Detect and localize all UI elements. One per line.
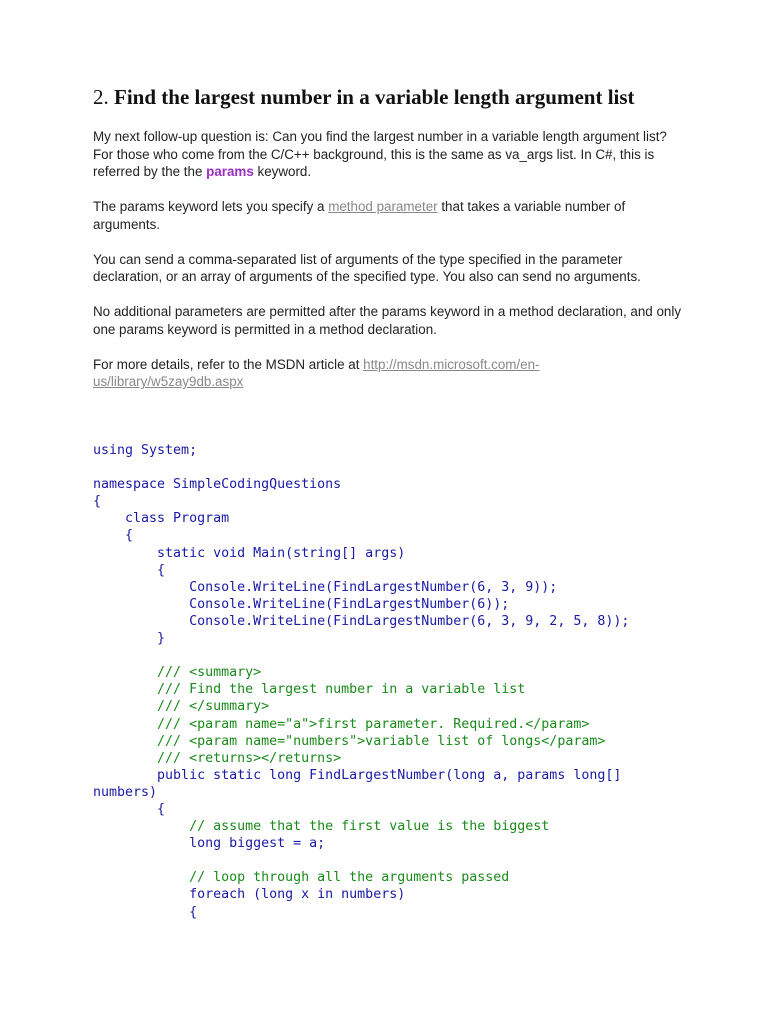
code-comment-line: /// Find the largest number in a variable list (93, 682, 526, 698)
code-line: { (93, 528, 134, 544)
code-comment-line: /// <returns></returns> (93, 750, 342, 766)
paragraph-intro-end: keyword. (253, 164, 312, 179)
heading-number: 2. (93, 85, 109, 109)
code-line: { (93, 801, 166, 817)
params-keyword: params (206, 164, 254, 179)
code-line: { (93, 904, 198, 920)
paragraph-params-definition (93, 198, 683, 233)
code-line: { (93, 494, 102, 510)
code-line: { (93, 562, 166, 578)
code-line (93, 459, 693, 476)
code-line: namespace SimpleCodingQuestions (93, 477, 342, 493)
paragraph-more-details-text: For more details, refer to the MSDN article at (93, 356, 364, 372)
method-parameter-link[interactable]: method parameter (328, 199, 438, 214)
paragraph-params-end: that takes a variable number of arguments. (93, 199, 626, 232)
code-comment-line: // loop through all the arguments passed (93, 870, 510, 886)
paragraph-restrictions: No additional parameters are permitted after the params keyword in a method declaration, and only one params keyword is permitted in a method declaration. (93, 304, 682, 337)
code-line: Console.WriteLine(FindLargestNumber(6, 3, 9, 2, 5, 8)); (93, 613, 630, 629)
code-line: static void Main(string[] args) (93, 545, 406, 561)
code-comment-line: /// <summary> (93, 665, 262, 681)
code-line: using System; (93, 443, 198, 458)
code-comment-line: /// <param name="a">first parameter. Required.</param> (93, 716, 590, 732)
code-line: Console.WriteLine(FindLargestNumber(6)); (93, 596, 510, 612)
code-block (93, 442, 693, 921)
code-line: } (93, 631, 166, 647)
code-line (93, 852, 693, 869)
paragraph-intro-text: My next follow-up question is: Can you find the largest number in a variable length argument list? For those who come from the C/C++ background, this is the same as va_args list. In C#, this is referred by the the (93, 129, 667, 179)
code-line: foreach (long x in numbers) (93, 887, 406, 903)
code-comment-line: // assume that the first value is the biggest (93, 819, 550, 835)
code-line: class Program (93, 511, 230, 527)
code-line: long biggest = a; (93, 836, 326, 852)
article (93, 80, 693, 408)
paragraph-params-text: The params keyword lets you specify a (93, 199, 329, 214)
paragraph-intro (93, 128, 683, 181)
code-comment-line: /// <param name="numbers">variable list of longs</param> (93, 733, 606, 749)
heading-title: Find the largest number in a variable length argument list (114, 85, 635, 109)
code-comment-line: /// </summary> (93, 699, 270, 715)
section-heading (93, 80, 693, 114)
paragraph-arguments: You can send a comma-separated list of arguments of the type specified in the parameter declaration, or an array of arguments of the specified type. You also can send no arguments. (93, 251, 641, 284)
code-line (93, 647, 693, 664)
code-line: numbers) (93, 784, 158, 800)
code-line: public static long FindLargestNumber(long a, params long[] (93, 767, 622, 783)
msdn-article-link[interactable]: http://msdn.microsoft.com/en-us/library/w5zay9db.aspx (93, 356, 540, 389)
paragraph-more-details (93, 356, 683, 391)
code-line: Console.WriteLine(FindLargestNumber(6, 3, 9)); (93, 579, 558, 595)
